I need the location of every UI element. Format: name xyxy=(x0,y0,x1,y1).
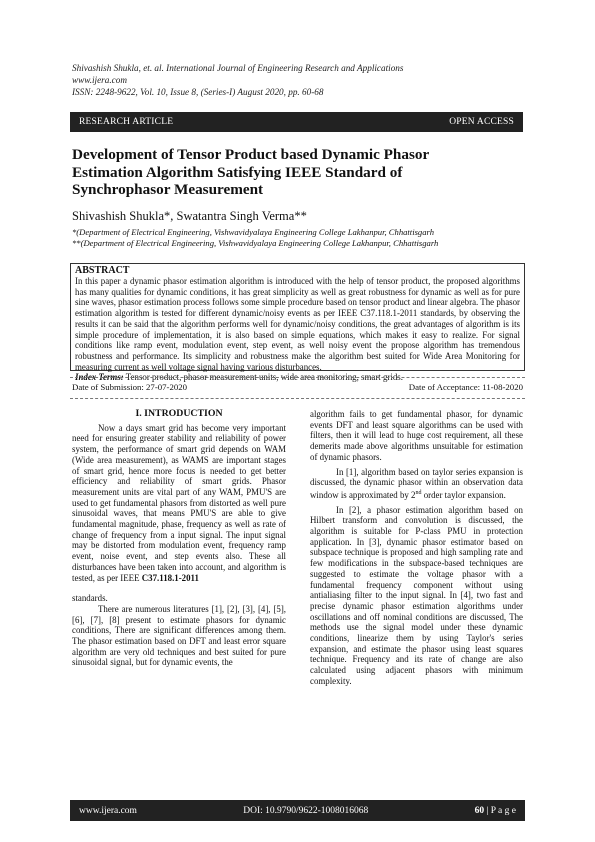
affiliation-2: **(Department of Electrical Engineering, Vishwavidyalaya Engineering College Lakhanpur, Chhattisgarh xyxy=(72,238,439,248)
affiliation-1: *(Department of Electrical Engineering, Vishwavidyalaya Engineering College Lakhanpur, Chhattisgarh xyxy=(72,227,435,237)
right-column xyxy=(310,409,523,687)
paragraph xyxy=(310,467,523,501)
authors: Shivashish Shukla*, Swatantra Singh Verma** xyxy=(72,209,307,223)
standard-ref: C37.118.1-2011 xyxy=(141,572,199,583)
abstract-box xyxy=(70,263,525,383)
footer-website[interactable]: www.ijera.com xyxy=(79,805,137,816)
dates-row xyxy=(72,382,523,392)
index-terms-text: Tensor product, phasor measurement units, wide area monitoring, smart grids. xyxy=(123,372,403,383)
page-label: | P a g e xyxy=(484,805,516,816)
submission-date: Date of Submission: 27-07-2020 xyxy=(72,382,188,392)
title-line: Synchrophasor Measurement xyxy=(72,181,264,198)
footer-band xyxy=(70,800,525,821)
divider xyxy=(70,377,525,378)
issn-line: ISSN: 2248-9622, Vol. 10, Issue 8, (Series-I) August 2020, pp. 60-68 xyxy=(72,87,324,97)
article-type-band xyxy=(70,112,523,132)
open-access-label: OPEN ACCESS xyxy=(449,117,514,127)
index-terms-label: Index Terms: xyxy=(75,372,124,383)
paragraph xyxy=(72,423,286,584)
paragraph: There are numerous literatures [1], [2], [3], [4], [5], [6], [7], [8] present to estimate phasors for dynamic conditions, There are significant differences among them. The phasor estimation based on DFT and least error square algorithm are very old techniques and best suited for pure sinusoidal signal, but for dynamic events, the xyxy=(72,603,286,668)
left-column xyxy=(72,409,286,668)
title-line: Estimation Algorithm Satisfying IEEE Standard of xyxy=(72,163,403,181)
page-number-value: 60 xyxy=(474,805,485,816)
paragraph: algorithm fails to get fundamental phasor, for dynamic events DFT and least square algorithms can be used with filters, then it will lead to huge cost requirement, all these demerits made above algorithms unsuitable for estimation of dynamic phasors. xyxy=(310,409,523,462)
paragraph-text: order taylor expansion. xyxy=(421,489,506,500)
section-heading: I. INTRODUCTION xyxy=(135,408,223,419)
divider xyxy=(70,398,525,399)
journal-website[interactable]: www.ijera.com xyxy=(72,75,127,85)
paragraph: In [2], a phasor estimation algorithm based on Hilbert transform and convolution is discussed, the algorithm is suitable for P-class PMU in protection application. In [3], dynamic phasor estimator based on subspace technique is proposed and high sampling rate and few modifications in the subspace-based techniques are suggested to estimate the voltage phasor with a fundamental frequency component without using antialiasing filter to the input signal. In [4], two fast and precise dynamic phasor estimation algorithms under oscillations and off nominal conditions are discussed, The methods use the signal model under these dynamic conditions, linearize them by using Taylor's series expansion, and estimate the phasor using least squares technique. Frequency and its rate of change are also calculated using adjacent phasors with minimum complexity. xyxy=(310,504,523,686)
paragraph-text: In [1], algorithm based on taylor series expansion is discussed, the dynamic phasor within an observation data window is approximated by 2 xyxy=(310,466,523,500)
abstract-text: In this paper a dynamic phasor estimation algorithm is introduced with the help of tensor product, the proposed algorithms has many qualities for dynamic conditions, it has great simplicity as well as great robustness for dynamic as well as for pure sine waves, phasor estimation process follows some simple procedure based on tensor product and linear algebra. The phasor estimation algorithm is tested for different dynamic/noisy events as per IEEE C37.118.1-2011 standards, by observing the results it can be said that the algorithm performs well for dynamic/noisy conditions, the great advantages of algorithm is its simple procedure of implementation, it is also based on simple equations, which makes it easy to realize. For signal conditions like ramp event, modulation event, step event, as well noisy event the propose algorithm has tremendous robustness and performance. Its simplicity and robustness make the algorithm best suited for Wide Area Monitoring for measuring current as well voltage signal having various disturbances. xyxy=(75,276,520,372)
title-line: Development of Tensor Product based Dynamic Phasor xyxy=(72,146,430,163)
footer-doi: DOI: 10.9790/9622-1008016068 xyxy=(243,805,369,816)
paragraph-text: Now a days smart grid has become very important need for ensuring greater stability and reliability of power system, the performance of smart grid depends on WAM (Wide area measurement), as WAMS are important stages of smart grid, hence more focus is needed to get better efficiency and reliability of smart grids. Phasor measurement units are vital part of any WAM, PMU'S are used to get fundamental phasors from distorted as well pure sinusoidal waves, that means PMU'S are able to give fundamental magnitude, phase, frequency as well as rate of change of frequency from a input signal. The input signal may be distorted from modulation event, frequency ramp event, noise event, and step events also. These all disturbances have been taken into account, and algorithm is tested, as per IEEE xyxy=(72,422,286,583)
research-article-label: RESEARCH ARTICLE xyxy=(79,117,174,127)
page-number xyxy=(475,806,516,816)
abstract-heading: ABSTRACT xyxy=(75,265,130,276)
journal-citation: Shivashish Shukla, et. al. International Journal of Engineering Research and Applications xyxy=(72,63,404,73)
superscript: nd xyxy=(415,489,422,496)
paper-title xyxy=(72,146,522,199)
paragraph: standards. xyxy=(72,593,108,604)
acceptance-date: Date of Acceptance: 11-08-2020 xyxy=(408,382,523,392)
